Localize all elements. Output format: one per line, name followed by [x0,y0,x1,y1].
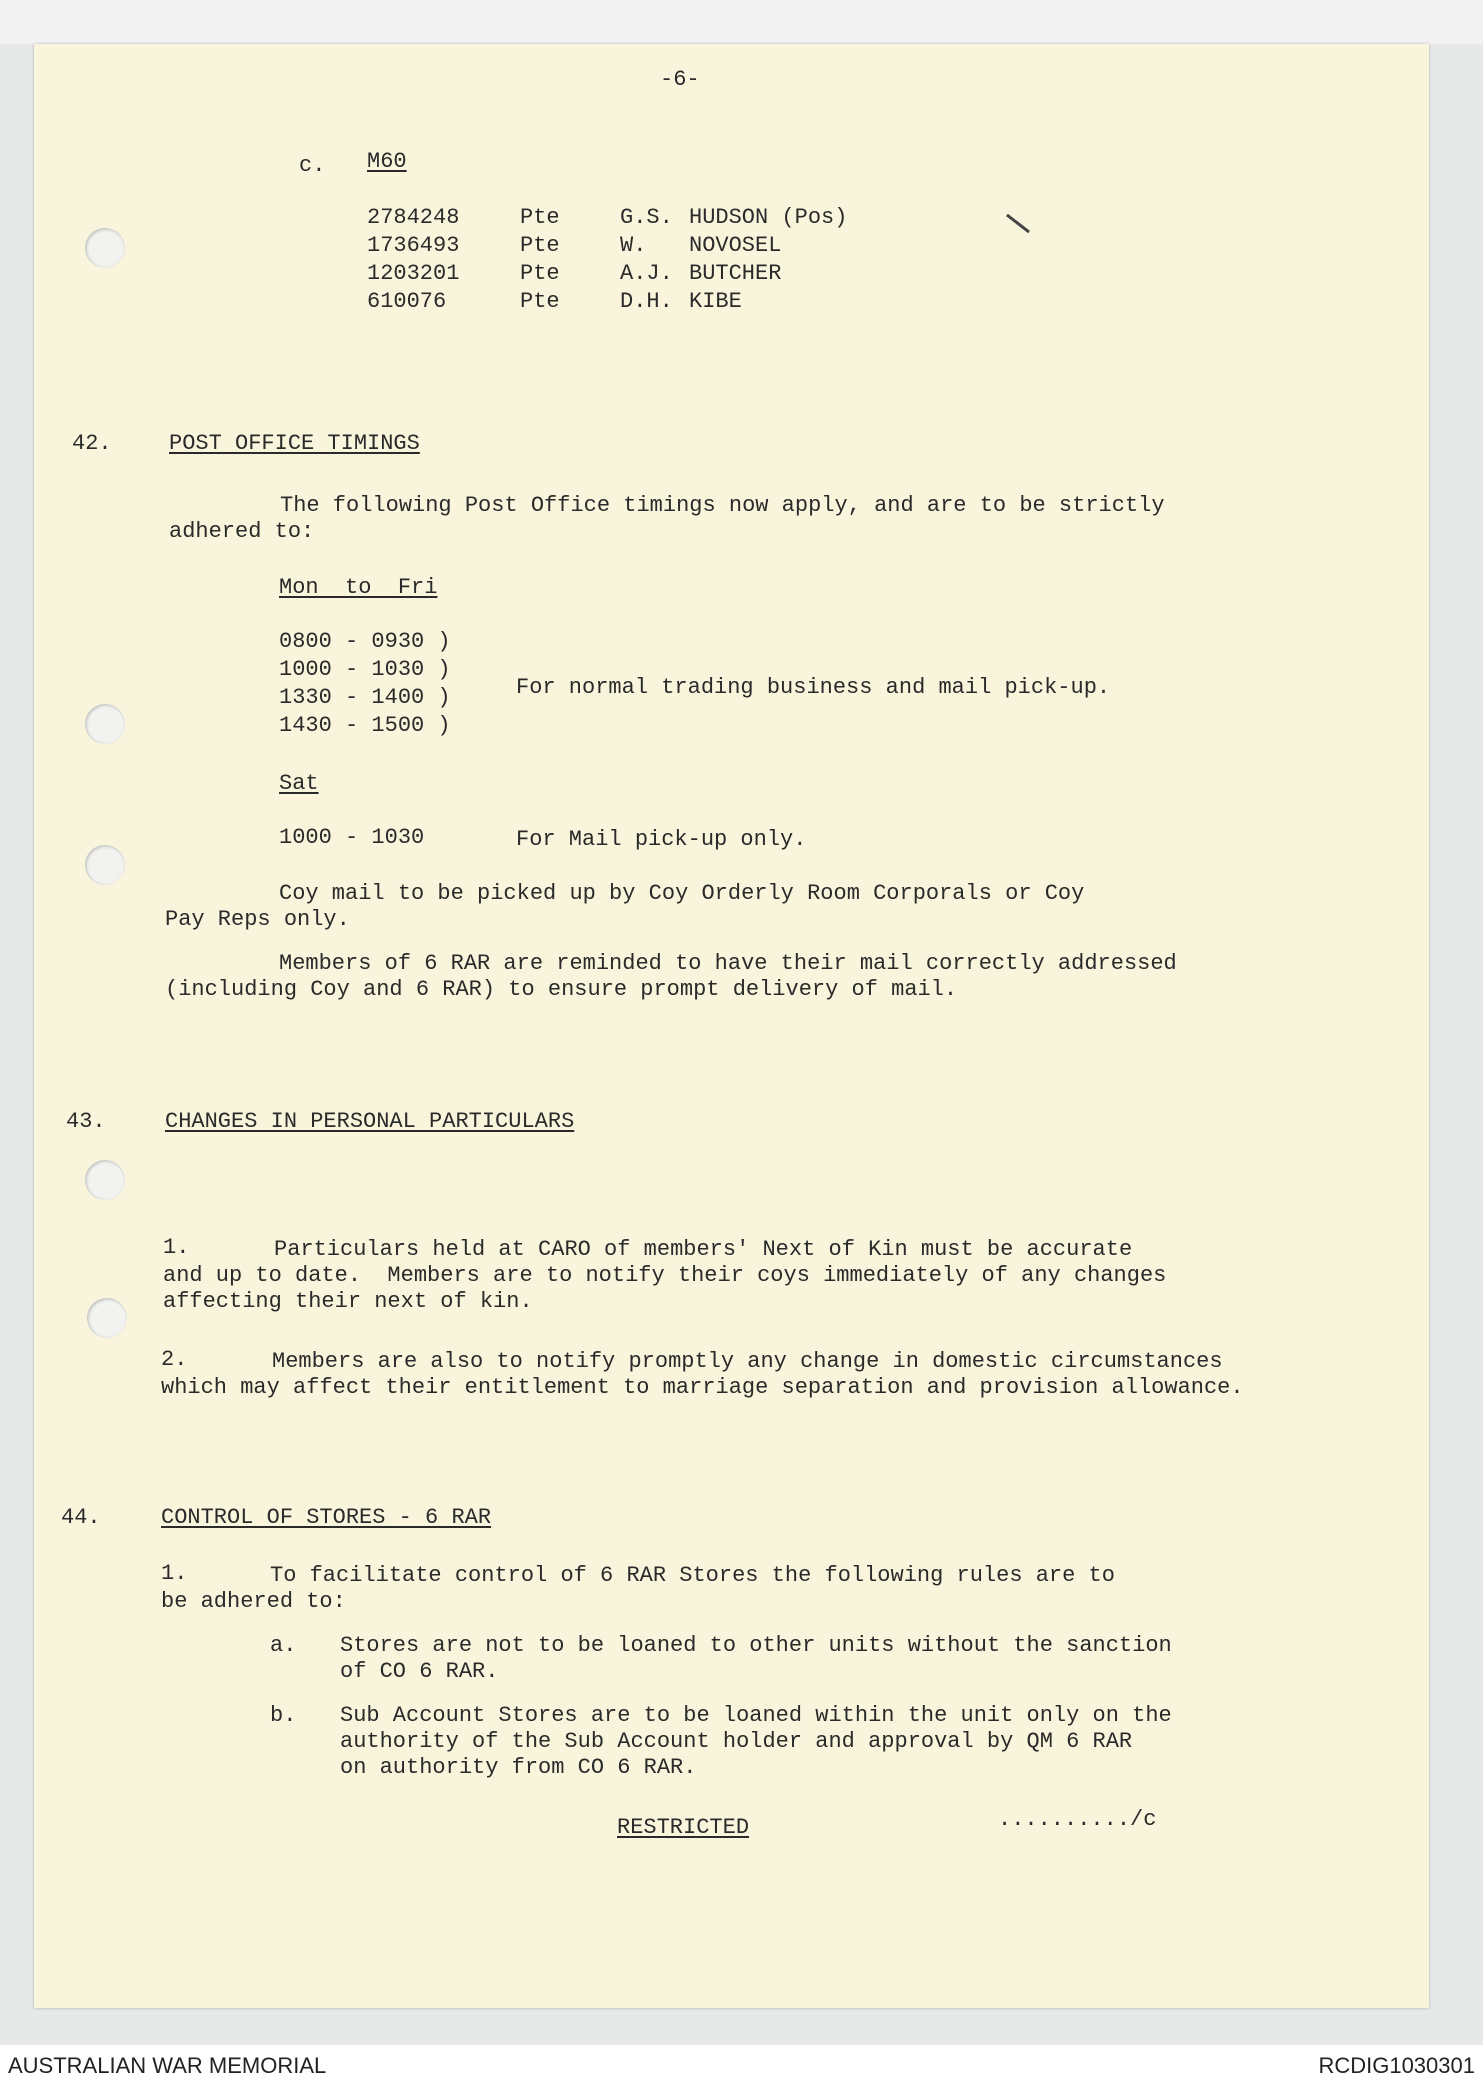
item-44-para-1-line: To facilitate control of 6 RAR Stores the following rules are to [270,1563,1115,1588]
punch-hole [85,704,125,744]
sat-time: 1000 - 1030 [279,825,425,850]
member-number: 1203201 [367,261,460,286]
member-initials: A.J. [620,261,673,286]
sub-item-b-line: Sub Account Stores are to be loaned within the unit only on the [340,1703,1172,1728]
punch-hole [85,228,125,268]
item-44-title: CONTROL OF STORES - 6 RAR [161,1505,492,1530]
member-name: NOVOSEL [689,233,782,258]
weekday-note: For normal trading business and mail pick-up. [516,675,1111,700]
item-42-intro-line: The following Post Office timings now apply, and are to be strictly [280,493,1165,518]
member-number: 1736493 [367,233,460,258]
item-43-para-1-number: 1. [163,1235,190,1260]
member-name: HUDSON (Pos) [689,205,848,230]
section-c-letter: c. [299,153,326,178]
archive-footer [0,2045,1483,2082]
sub-item-a-line: Stores are not to be loaned to other units without the sanction [340,1633,1172,1658]
members-line: (including Coy and 6 RAR) to ensure prompt delivery of mail. [165,977,958,1002]
weekday-heading: Mon to Fri [279,575,438,600]
item-43-para-2-line: Members are also to notify promptly any change in domestic circumstances [272,1349,1223,1374]
archive-name: AUSTRALIAN WAR MEMORIAL [8,2053,327,2078]
item-42-number: 42. [72,431,112,456]
item-43-para-2-line: which may affect their entitlement to marriage separation and provision allowance. [161,1375,1244,1400]
sub-item-a-line: of CO 6 RAR. [340,1659,499,1684]
weekday-time: 1000 - 1030 ) [279,657,451,682]
punch-hole [87,1298,127,1338]
top-band [0,0,1483,44]
continuation-marker: ........../c [998,1807,1157,1832]
members-line: Members of 6 RAR are reminded to have their mail correctly addressed [279,951,1177,976]
item-43-para-2-number: 2. [161,1347,188,1372]
item-42-intro-line: adhered to: [169,519,315,544]
coy-mail-line: Pay Reps only. [165,907,350,932]
sub-item-b-line: on authority from CO 6 RAR. [340,1755,697,1780]
item-44-para-1-line: be adhered to: [161,1589,346,1614]
member-name: BUTCHER [689,261,782,286]
section-c-title: M60 [367,149,407,174]
sub-item-a-label: a. [270,1633,297,1658]
member-initials: D.H. [620,289,673,314]
punch-hole [85,1160,125,1200]
member-initials: W. [620,233,647,258]
weekday-time: 0800 - 0930 ) [279,629,451,654]
coy-mail-line: Coy mail to be picked up by Coy Orderly Room Corporals or Coy [279,881,1085,906]
document-page [34,44,1429,2008]
sat-note: For Mail pick-up only. [516,827,807,852]
member-name: KIBE [689,289,742,314]
archive-reference: RCDIG1030301 [1318,2053,1475,2078]
page-number: -6- [660,67,700,92]
sub-item-b-label: b. [270,1703,297,1728]
sub-item-b-line: authority of the Sub Account holder and approval by QM 6 RAR [340,1729,1133,1754]
weekday-time: 1430 - 1500 ) [279,713,451,738]
member-initials: G.S. [620,205,673,230]
item-44-para-1-number: 1. [161,1561,188,1586]
member-rank: Pte [520,205,560,230]
sat-heading: Sat [279,771,319,796]
member-number: 2784248 [367,205,460,230]
member-number: 610076 [367,289,447,314]
pen-mark [1006,214,1030,234]
item-43-para-1-line: Particulars held at CARO of members' Next of Kin must be accurate [274,1237,1133,1262]
item-43-para-1-line: affecting their next of kin. [163,1289,533,1314]
classification-marking: RESTRICTED [617,1815,750,1840]
punch-hole [85,845,125,885]
item-44-number: 44. [61,1505,101,1530]
member-rank: Pte [520,289,560,314]
weekday-time: 1330 - 1400 ) [279,685,451,710]
item-43-number: 43. [66,1109,106,1134]
item-42-title: POST OFFICE TIMINGS [169,431,420,456]
item-43-para-1-line: and up to date. Members are to notify their coys immediately of any changes [163,1263,1167,1288]
item-43-title: CHANGES IN PERSONAL PARTICULARS [165,1109,575,1134]
member-rank: Pte [520,261,560,286]
member-rank: Pte [520,233,560,258]
